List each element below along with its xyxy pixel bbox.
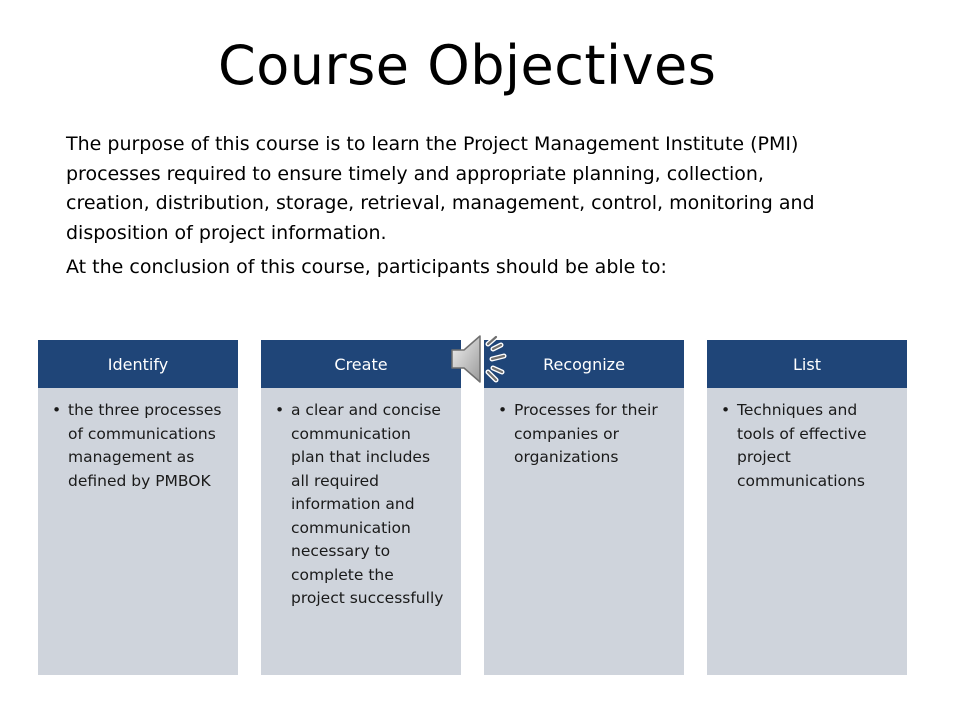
conclusion-paragraph: At the conclusion of this course, participants should be able to: xyxy=(66,256,667,278)
card-header: Identify xyxy=(38,340,238,388)
objectives-cards xyxy=(38,340,908,675)
card-body xyxy=(707,388,907,503)
objective-card-recognize xyxy=(484,340,684,675)
card-body xyxy=(484,388,684,480)
card-bullet: • Processes for their companies or organizations xyxy=(514,399,670,470)
card-body xyxy=(261,388,461,621)
speaker-icon[interactable] xyxy=(446,328,514,390)
slide-title: Course Objectives xyxy=(218,34,717,97)
card-header: List xyxy=(707,340,907,388)
card-header: Create xyxy=(261,340,461,388)
objective-card-list xyxy=(707,340,907,675)
purpose-paragraph: The purpose of this course is to learn the Project Management Institute (PMI) processes required to ensure timely and appropriate planning, collection, creation, distribution, storage, retrieval, management, control, monitoring and disposition of project information. xyxy=(66,133,815,244)
card-body xyxy=(38,388,238,503)
card-bullet: • a clear and concise communication plan that includes all required information and communication necessary to complete the project successfully xyxy=(291,399,447,611)
intro-text xyxy=(66,130,846,283)
objective-card-identify xyxy=(38,340,238,675)
objective-card-create xyxy=(261,340,461,675)
card-header: Recognize xyxy=(484,340,684,388)
card-bullet: • Techniques and tools of effective project communications xyxy=(737,399,893,493)
card-bullet: • the three processes of communications management as defined by PMBOK xyxy=(68,399,224,493)
